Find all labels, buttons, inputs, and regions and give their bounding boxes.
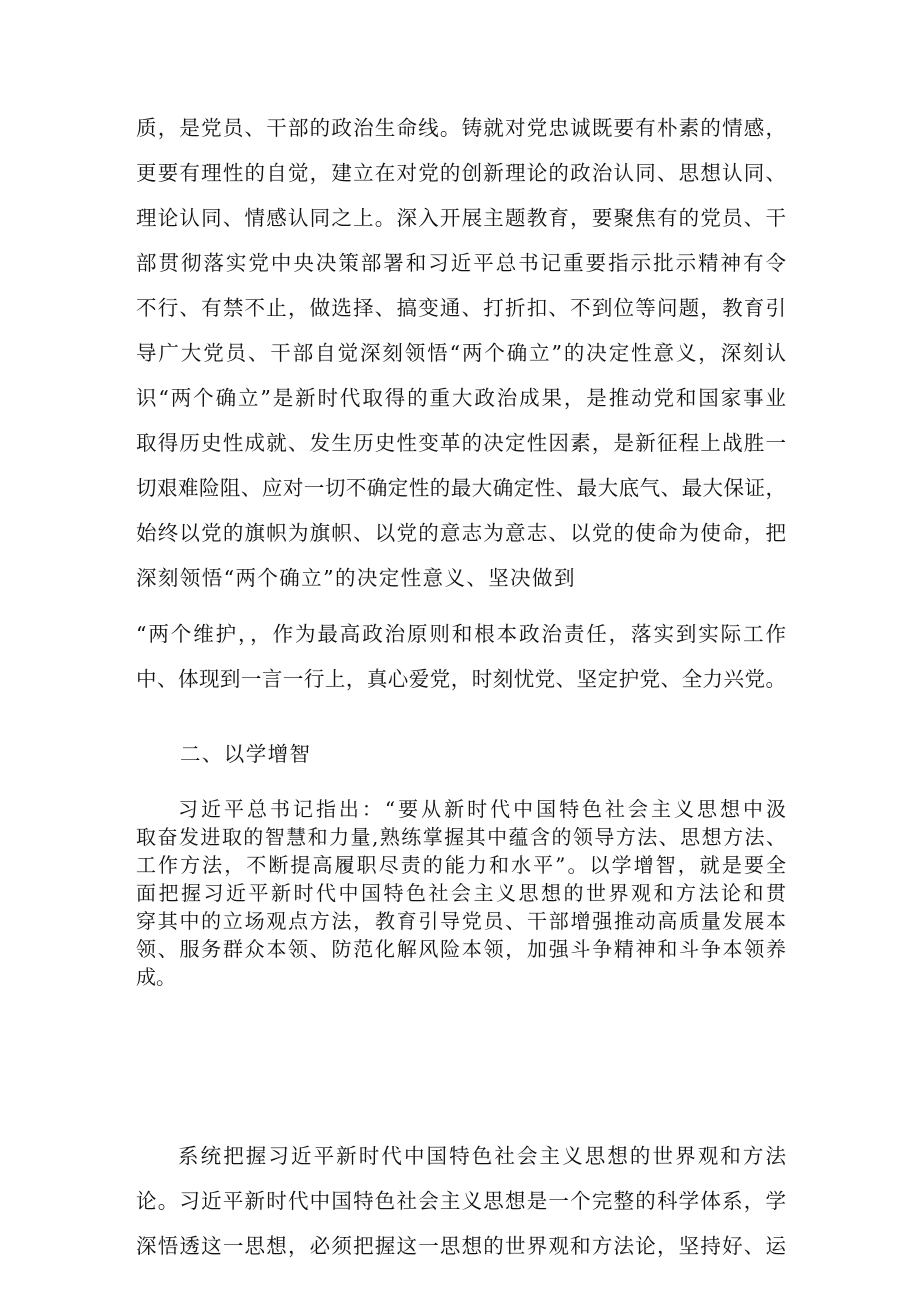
paragraph-line: “两个维护，，作为最高政治原则和根本政治责任，落实到实际工作 bbox=[136, 622, 786, 646]
paragraph-line: 论。习近平新时代中国特色社会主义思想是一个完整的科学体系，学 bbox=[136, 1189, 786, 1213]
paragraph-line: 更要有理性的自觉，建立在对党的创新理论的政治认同、思想认同、 bbox=[136, 161, 786, 185]
paragraph-line: 识“两个确立”是新时代取得的重大政治成果，是推动党和国家事业 bbox=[136, 386, 786, 410]
quote-line: 穿其中的立场观点方法，教育引导党员、干部增强推动高质量发展本 bbox=[136, 909, 786, 933]
quote-line: 工作方法，不断提高履职尽责的能力和水平”。以学增智，就是要全 bbox=[136, 853, 786, 877]
quote-line: 成。 bbox=[136, 965, 176, 989]
paragraph-line: 取得历史性成就、发生历史性变革的决定性因素，是新征程上战胜一 bbox=[136, 431, 786, 455]
section-heading: 二、以学增智 bbox=[180, 742, 312, 766]
quote-paragraph bbox=[136, 795, 786, 991]
paragraph-line: 质，是党员、干部的政治生命线。铸就对党忠诚既要有朴素的情感， bbox=[136, 116, 786, 140]
paragraph-line: 切艰难险阻、应对一切不确定性的最大确定性、最大底气、最大保证， bbox=[136, 476, 786, 500]
quote-line: 习近平总书记指出：“要从新时代中国特色社会主义思想中汲 bbox=[178, 797, 786, 821]
paragraph-line: 导广大党员、干部自觉深刻领悟“两个确立”的决定性意义，深刻认 bbox=[136, 341, 786, 365]
paragraph-line: 系统把握习近平新时代中国特色社会主义思想的世界观和方法 bbox=[178, 1144, 786, 1168]
paragraph-line: 深刻领悟“两个确立”的决定性意义、坚决做到 bbox=[136, 566, 576, 590]
paragraph-line: 不行、有禁不止，做选择、搞变通、打折扣、不到位等问题，教育引 bbox=[136, 296, 786, 320]
paragraph-line: 部贯彻落实党中央决策部署和习近平总书记重要指示批示精神有令 bbox=[136, 251, 786, 275]
paragraph-line: 理论认同、情感认同之上。深入开展主题教育，要聚焦有的党员、干 bbox=[136, 206, 786, 230]
quote-line: 领、服务群众本领、防范化解风险本领，加强斗争精神和斗争本领养 bbox=[136, 937, 786, 961]
quote-line: 取奋发进取的智慧和力量,熟练掌握其中蕴含的领导方法、思想方法、 bbox=[136, 825, 786, 849]
paragraph-line: 深悟透这一思想，必须把握这一思想的世界观和方法论，坚持好、运 bbox=[136, 1234, 786, 1258]
paragraph-line: 始终以党的旗帜为旗帜、以党的意志为意志、以党的使命为使命，把 bbox=[136, 521, 786, 545]
paragraph-line: 中、体现到一言一行上，真心爱党，时刻忧党、坚定护党、全力兴党。 bbox=[136, 667, 786, 691]
quote-line: 面把握习近平新时代中国特色社会主义思想的世界观和方法论和贯 bbox=[136, 881, 786, 905]
